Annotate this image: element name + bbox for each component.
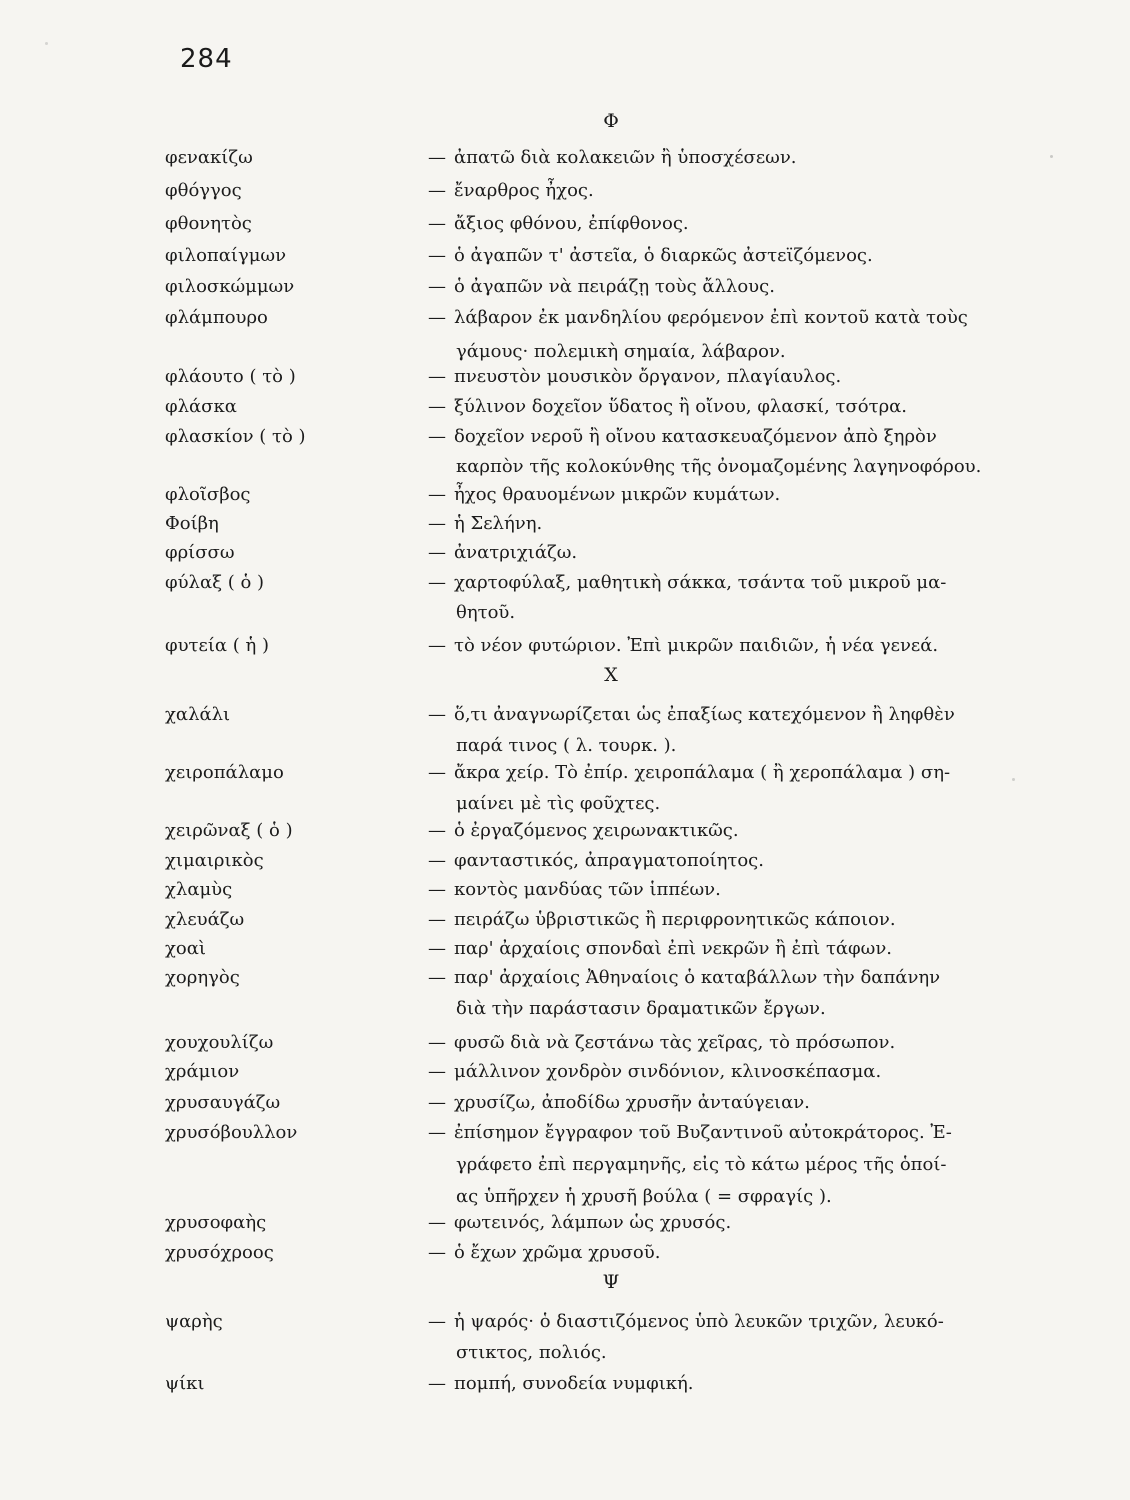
section-heading-chi: Χ: [604, 664, 618, 686]
entry-term: φλοῖσβος: [165, 484, 251, 505]
entry-definition: — ἡ Σελήνη.: [428, 513, 543, 534]
entry-definition: — λάβαρον ἐκ μανδηλίου φερόμενον ἐπὶ κοντοῦ κατὰ τοὺς γάμους· πολεμικὴ σημαία, λάβαρον.: [428, 307, 968, 362]
entry-definition: — ἄξιος φθόνου, ἐπίφθονος.: [428, 213, 689, 234]
scan-speck: [45, 42, 48, 45]
entry-definition: — παρ' ἀρχαίοις σπονδαὶ ἐπὶ νεκρῶν ἢ ἐπὶ τάφων.: [428, 938, 893, 959]
entry-term: φλασκίον ( τὸ ): [165, 426, 306, 447]
entry-definition: — ἀνατριχιάζω.: [428, 542, 578, 563]
scan-speck: [1050, 155, 1053, 158]
entry-term: χρυσόβουλλον: [165, 1122, 298, 1143]
entry-definition: — ὁ ἀγαπῶν νὰ πειράζῃ τοὺς ἄλλους.: [428, 276, 775, 297]
entry-term: φθόγγος: [165, 180, 242, 201]
entry-definition: — ὁ ἔχων χρῶμα χρυσοῦ.: [428, 1242, 661, 1263]
entry-term: φθονητὸς: [165, 213, 252, 234]
entry-term: φλάμπουρο: [165, 307, 268, 328]
entry-term: χαλάλι: [165, 704, 231, 725]
entry-definition: — πνευστὸν μουσικὸν ὄργανον, πλαγίαυλος.: [428, 366, 842, 387]
entry-term: φυτεία ( ἡ ): [165, 635, 270, 656]
entry-term: χορηγὸς: [165, 967, 240, 988]
entry-definition: — ὁ ἐργαζόμενος χειρωνακτικῶς.: [428, 820, 739, 841]
entry-definition: — ἡ ψαρός· ὁ διαστιζόμενος ὑπὸ λευκῶν τριχῶν, λευκό- στικτος, πολιός.: [428, 1311, 944, 1363]
entry-term: ψαρὴς: [165, 1311, 223, 1332]
entry-term: χράμιον: [165, 1061, 240, 1082]
page-number: 284: [180, 44, 233, 74]
entry-definition: — ἦχος θραυομένων μικρῶν κυμάτων.: [428, 484, 781, 505]
entry-definition: — φυσῶ διὰ νὰ ζεστάνω τὰς χεῖρας, τὸ πρόσωπον.: [428, 1032, 896, 1053]
entry-term: φρίσσω: [165, 542, 235, 563]
entry-definition: — ἐπίσημον ἔγγραφον τοῦ Βυζαντινοῦ αὐτοκράτορος. Ἐ- γράφετο ἐπὶ περγαμηνῆς, εἰς τὸ κάτω μέρος τῆς ὁποί- ας ὑπῆρχεν ἡ χρυσῆ βούλα ( = σφραγίς ).: [428, 1122, 952, 1207]
entry-definition: — δοχεῖον νεροῦ ἢ οἴνου κατασκευαζόμενον ἀπὸ ξηρὸν καρπὸν τῆς κολοκύνθης τῆς ὀνομαζομένης λαγηνοφόρου.: [428, 426, 982, 477]
entry-term: χοαὶ: [165, 938, 206, 959]
entry-definition: — ὅ,τι ἀναγνωρίζεται ὡς ἐπαξίως κατεχόμενον ἢ ληφθὲν παρά τινος ( λ. τουρκ. ).: [428, 704, 955, 756]
entry-definition: — παρ' ἀρχαίοις Ἀθηναίοις ὁ καταβάλλων τὴν δαπάνην διὰ τὴν παράστασιν δραματικῶν ἔργων.: [428, 967, 941, 1019]
entry-definition: — μάλλινον χονδρὸν σινδόνιον, κλινοσκέπασμα.: [428, 1061, 882, 1082]
entry-definition: — πειράζω ὑβριστικῶς ἢ περιφρονητικῶς κάποιον.: [428, 909, 896, 930]
entry-term: χρυσοφαὴς: [165, 1212, 267, 1233]
entry-definition: — χαρτοφύλαξ, μαθητικὴ σάκκα, τσάντα τοῦ μικροῦ μα- θητοῦ.: [428, 572, 947, 623]
entry-term: χουχουλίζω: [165, 1032, 274, 1053]
entry-term: Φοίβη: [165, 513, 219, 534]
entry-definition: — φανταστικός, ἀπραγματοποίητος.: [428, 850, 764, 871]
section-heading-psi: Ψ: [602, 1271, 620, 1293]
entry-term: φλάσκα: [165, 396, 237, 417]
scan-speck: [1012, 778, 1015, 781]
entry-term: φύλαξ ( ὁ ): [165, 572, 265, 593]
entry-definition: — χρυσίζω, ἀποδίδω χρυσῆν ἀνταύγειαν.: [428, 1092, 810, 1113]
section-heading-phi: Φ: [603, 110, 619, 132]
entry-term: χρυσαυγάζω: [165, 1092, 281, 1113]
entry-definition: — ἔναρθρος ἦχος.: [428, 180, 594, 201]
entry-definition: — ὁ ἀγαπῶν τ' ἀστεῖα, ὁ διαρκῶς ἀστεϊζόμενος.: [428, 245, 873, 266]
entry-term: φιλοσκώμμων: [165, 276, 295, 297]
entry-definition: — τὸ νέον φυτώριον. Ἐπὶ μικρῶν παιδιῶν, ἡ νέα γενεά.: [428, 635, 939, 656]
entry-term: χιμαιρικὸς: [165, 850, 264, 871]
entry-definition: — ἄκρα χείρ. Τὸ ἐπίρ. χειροπάλαμα ( ἢ χεροπάλαμα ) ση- μαίνει μὲ τὶς φοῦχτες.: [428, 762, 951, 814]
entry-term: φιλοπαίγμων: [165, 245, 287, 266]
entry-term: χλευάζω: [165, 909, 245, 930]
entry-definition: — πομπή, συνοδεία νυμφική.: [428, 1373, 694, 1394]
entry-term: χειροπάλαμο: [165, 762, 284, 783]
entry-term: χλαμὺς: [165, 879, 233, 900]
entry-term: φλάουτο ( τὸ ): [165, 366, 296, 387]
entry-definition: — ξύλινον δοχεῖον ὕδατος ἢ οἴνου, φλασκί, τσότρα.: [428, 396, 908, 417]
entry-term: χρυσόχροος: [165, 1242, 274, 1263]
entry-definition: — κοντὸς μανδύας τῶν ἱππέων.: [428, 879, 721, 900]
entry-definition: — φωτεινός, λάμπων ὡς χρυσός.: [428, 1212, 732, 1233]
entry-term: ψίκι: [165, 1373, 205, 1394]
entry-term: φενακίζω: [165, 147, 253, 168]
entry-term: χειρῶναξ ( ὁ ): [165, 820, 293, 841]
entry-definition: — ἀπατῶ διὰ κολακειῶν ἢ ὑποσχέσεων.: [428, 147, 797, 168]
